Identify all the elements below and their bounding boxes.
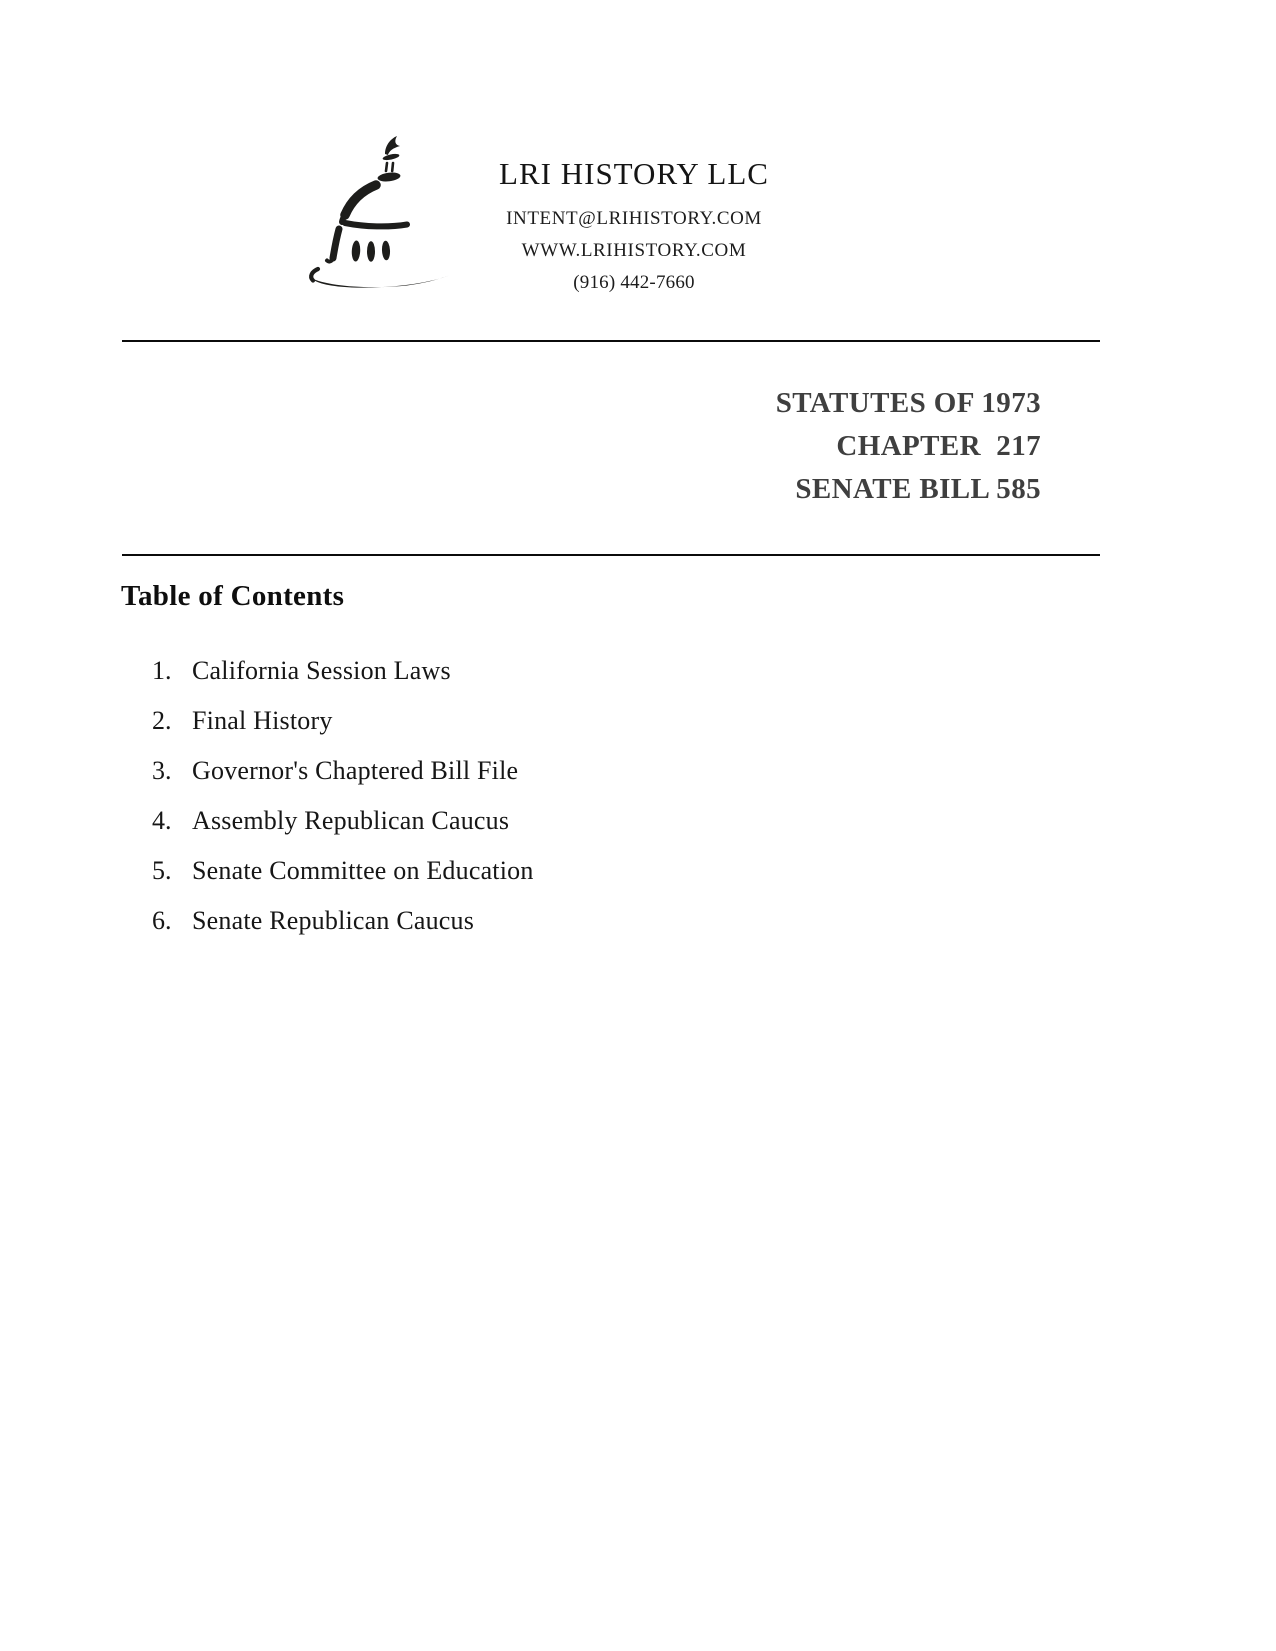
company-website: WWW.LRIHISTORY.COM xyxy=(521,240,747,261)
statutes-year: STATUTES OF 1973 xyxy=(775,387,1041,419)
toc-item xyxy=(152,846,534,896)
toc-item-number: 5. xyxy=(152,856,172,885)
divider-bottom xyxy=(122,554,1100,556)
chapter-number: CHAPTER 217 xyxy=(836,430,1041,462)
toc-item-label: Assembly Republican Caucus xyxy=(192,806,510,835)
company-logo xyxy=(297,127,469,301)
company-phone: (916) 442-7660 xyxy=(573,272,695,293)
company-name: LRI HISTORY LLC xyxy=(499,156,769,191)
toc-item xyxy=(152,896,534,946)
toc-item-number: 6. xyxy=(152,906,172,935)
toc-item-number: 2. xyxy=(152,706,172,735)
capitol-dome-icon xyxy=(297,127,469,301)
toc-item-number: 1. xyxy=(152,656,172,685)
toc-heading: Table of Contents xyxy=(121,580,345,612)
toc-list xyxy=(152,646,534,946)
toc-item-label: Senate Committee on Education xyxy=(192,856,534,885)
toc-item xyxy=(152,646,534,696)
toc-item xyxy=(152,746,534,796)
contact-block xyxy=(452,203,816,299)
statutes-block xyxy=(600,382,1041,511)
toc-item-number: 4. xyxy=(152,806,172,835)
toc-item-label: California Session Laws xyxy=(192,656,451,685)
letterhead xyxy=(452,155,816,299)
toc-item-number: 3. xyxy=(152,756,172,785)
toc-item-label: Senate Republican Caucus xyxy=(192,906,475,935)
toc-item-label: Governor's Chaptered Bill File xyxy=(192,756,519,785)
toc-item xyxy=(152,696,534,746)
senate-bill-number: SENATE BILL 585 xyxy=(795,473,1041,505)
toc-item xyxy=(152,796,534,846)
divider-top xyxy=(122,340,1100,342)
toc-item-label: Final History xyxy=(192,706,333,735)
company-email: INTENT@LRIHISTORY.COM xyxy=(506,208,762,229)
